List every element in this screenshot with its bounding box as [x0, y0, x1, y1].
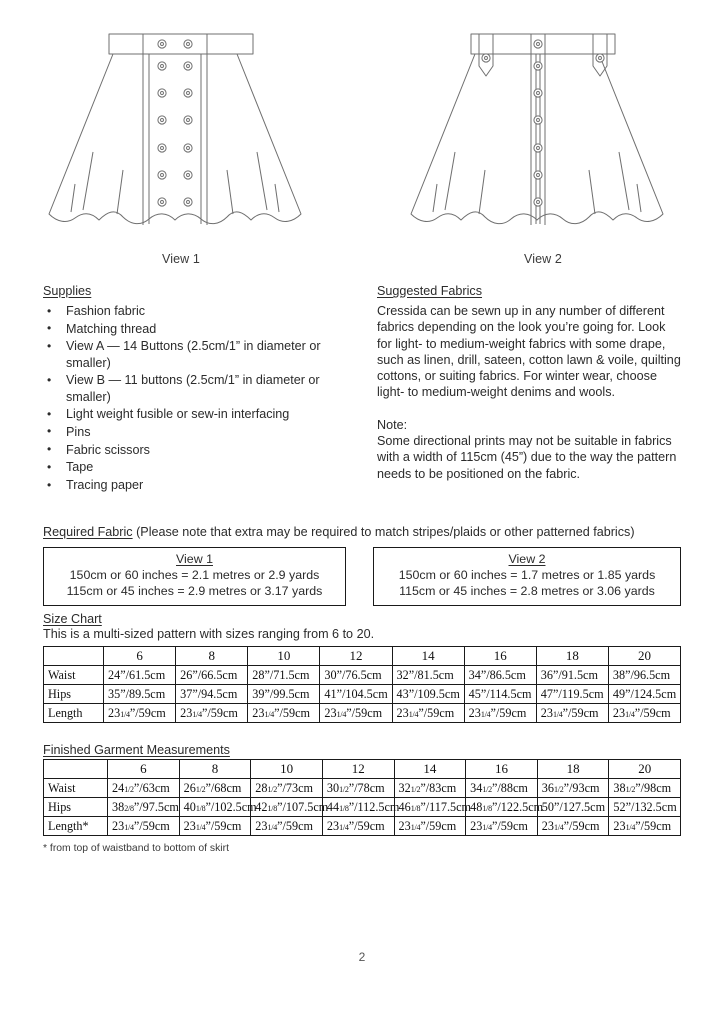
- skirt-view-1-drawing: [31, 22, 331, 250]
- column-header: 6: [108, 760, 180, 779]
- table-row: [44, 704, 681, 723]
- cell: 231/4”/59cm: [392, 704, 464, 723]
- cell: 35”/89.5cm: [104, 685, 176, 704]
- note-text: Some directional prints may not be suitable in fabrics with a width of 115cm (45”) due to the way the pattern needs to be positioned on the fabric.: [377, 434, 677, 481]
- table-row: [44, 685, 681, 704]
- cell: 301/2”/78cm: [322, 779, 394, 798]
- table-header-row: [44, 760, 681, 779]
- row-label: Length: [44, 704, 104, 723]
- button-group-left: [158, 40, 166, 206]
- illustration-view-1: [0, 22, 362, 274]
- size-chart-body: [44, 666, 681, 723]
- fabric-box-view-2: [373, 547, 681, 606]
- list-item: • View B — 11 buttons (2.5cm/1” in diameter or smaller): [43, 372, 351, 404]
- cell: 28”/71.5cm: [248, 666, 320, 685]
- finished-garment-head: [44, 760, 681, 779]
- column-header: 12: [320, 647, 392, 666]
- required-fabric-heading: Required Fabric: [43, 525, 133, 539]
- cell: 231/4”/59cm: [608, 704, 680, 723]
- table-row: [44, 666, 681, 685]
- cell: 231/4”/59cm: [251, 817, 323, 836]
- fabric-box-view-1: [43, 547, 346, 606]
- fabric-box-view-2-title: View 2: [508, 552, 546, 566]
- cell: 231/4”/59cm: [394, 817, 466, 836]
- cell: 361/2”/93cm: [537, 779, 609, 798]
- finished-garment-table-wrap: [43, 759, 681, 836]
- column-header: 10: [248, 647, 320, 666]
- fabric-box-view-1-line-2: 115cm or 45 inches = 2.9 metres or 3.17 yards: [66, 584, 323, 598]
- cell: 52”/132.5cm: [609, 798, 681, 817]
- cell: 231/4”/59cm: [322, 817, 394, 836]
- column-header: 16: [464, 647, 536, 666]
- button-group-center: [534, 40, 542, 206]
- cell: 231/4”/59cm: [248, 704, 320, 723]
- cell: 231/4”/59cm: [537, 817, 609, 836]
- column-header: 18: [536, 647, 608, 666]
- cell: 47”/119.5cm: [536, 685, 608, 704]
- row-label: Waist: [44, 666, 104, 685]
- cell: 341/2”/88cm: [466, 779, 538, 798]
- cell: 49”/124.5cm: [608, 685, 680, 704]
- list-item: • Fashion fabric: [43, 303, 351, 319]
- size-chart-heading: Size Chart: [43, 612, 102, 626]
- cell: 30”/76.5cm: [320, 666, 392, 685]
- finished-garment-table: [43, 759, 681, 836]
- row-label: Hips: [44, 685, 104, 704]
- illustration-view-2: [362, 22, 724, 274]
- cell: 421/8”/107.5cm: [251, 798, 323, 817]
- column-header: 20: [608, 647, 680, 666]
- fabric-box-view-2-line-1: 150cm or 60 inches = 1.7 metres or 1.85 yards: [398, 568, 656, 582]
- text-columns: [43, 284, 681, 495]
- suggested-fabrics-paragraph: Cressida can be sewn up in any number of different fabrics depending on the look you’re going for. Look for light- to medium-weight fabrics with some drape, such as linen, drill, sateen, cotton lawn & voile, quilting cottons, or suiting fabrics. For winter wear, choose light- to medium-weight denims and wools.: [377, 304, 681, 400]
- cell: 231/4”/59cm: [464, 704, 536, 723]
- cell: 24”/61.5cm: [104, 666, 176, 685]
- column-header: 12: [322, 760, 394, 779]
- cell: 45”/114.5cm: [464, 685, 536, 704]
- skirt-view-2-drawing: [393, 22, 693, 250]
- list-item: • Matching thread: [43, 321, 351, 337]
- cell: 37”/94.5cm: [176, 685, 248, 704]
- tab-button-group: [482, 54, 604, 62]
- fabric-box-view-1-line-1: 150cm or 60 inches = 2.1 metres or 2.9 yards: [69, 568, 320, 582]
- illustration-row: [0, 22, 724, 274]
- view-1-caption: View 1: [162, 252, 200, 266]
- finished-garment-footnote: * from top of waistband to bottom of skirt: [43, 843, 229, 854]
- table-header-row: [44, 647, 681, 666]
- cell: 26”/66.5cm: [176, 666, 248, 685]
- column-header: 18: [537, 760, 609, 779]
- cell: 231/4”/59cm: [108, 817, 180, 836]
- cell: 231/4”/59cm: [536, 704, 608, 723]
- required-fabric-heading-note: (Please note that extra may be required to match stripes/plaids or other patterned fabrics): [132, 525, 635, 539]
- paragraph-spacer: [377, 401, 681, 417]
- supplies-list: [43, 303, 351, 493]
- fabric-box-view-1-title: View 1: [176, 552, 213, 566]
- cell: 382/8”/97.5cm: [108, 798, 180, 817]
- page-number: 2: [358, 950, 366, 964]
- cell: 231/4”/59cm: [104, 704, 176, 723]
- list-item: • Tape: [43, 459, 351, 475]
- note-label: Note:: [377, 417, 408, 432]
- row-label: Hips: [44, 798, 108, 817]
- cell: 481/8”/122.5cm: [466, 798, 538, 817]
- size-chart-head: [44, 647, 681, 666]
- finished-garment-heading: Finished Garment Measurements: [43, 743, 230, 757]
- cell: 231/4”/59cm: [609, 817, 681, 836]
- column-header: 14: [394, 760, 466, 779]
- size-chart-table-wrap: [43, 646, 681, 723]
- cell: 381/2”/98cm: [609, 779, 681, 798]
- cell: 50”/127.5cm: [537, 798, 609, 817]
- row-label: Waist: [44, 779, 108, 798]
- cell: 261/2”/68cm: [179, 779, 251, 798]
- finished-garment-body: [44, 779, 681, 836]
- cell: 43”/109.5cm: [392, 685, 464, 704]
- cell: 231/4”/59cm: [466, 817, 538, 836]
- list-item: • Tracing paper: [43, 477, 351, 493]
- cell: 321/2”/83cm: [394, 779, 466, 798]
- required-fabric-boxes: [43, 547, 681, 606]
- suggested-fabrics-column: [377, 284, 681, 495]
- cell: 401/8”/102.5cm: [179, 798, 251, 817]
- size-chart-subtitle: This is a multi-sized pattern with sizes ranging from 6 to 20.: [43, 627, 375, 641]
- cell: 281/2”/73cm: [251, 779, 323, 798]
- finished-garment-corner: [44, 760, 108, 779]
- supplies-column: [43, 284, 351, 495]
- size-chart-corner: [44, 647, 104, 666]
- cell: 231/4”/59cm: [320, 704, 392, 723]
- cell: 41”/104.5cm: [320, 685, 392, 704]
- suggested-fabrics-heading: Suggested Fabrics: [377, 284, 483, 298]
- button-group-right: [184, 40, 192, 206]
- cell: 38”/96.5cm: [608, 666, 680, 685]
- column-header: 14: [392, 647, 464, 666]
- cell: 34”/86.5cm: [464, 666, 536, 685]
- table-row: [44, 779, 681, 798]
- cell: 36”/91.5cm: [536, 666, 608, 685]
- size-chart-table: [43, 646, 681, 723]
- list-item: • Pins: [43, 424, 351, 440]
- table-row: [44, 798, 681, 817]
- fabric-box-view-2-line-2: 115cm or 45 inches = 2.8 metres or 3.06 yards: [399, 584, 655, 598]
- table-row: [44, 817, 681, 836]
- list-item: • Light weight fusible or sew-in interfacing: [43, 406, 351, 422]
- cell: 39”/99.5cm: [248, 685, 320, 704]
- cell: 241/2”/63cm: [108, 779, 180, 798]
- cell: 231/4”/59cm: [179, 817, 251, 836]
- column-header: 20: [609, 760, 681, 779]
- required-fabric-heading-row: [43, 525, 683, 539]
- cell: 461/8”/117.5cm: [394, 798, 466, 817]
- column-header: 16: [466, 760, 538, 779]
- column-header: 8: [176, 647, 248, 666]
- list-item: • Fabric scissors: [43, 442, 351, 458]
- cell: 32”/81.5cm: [392, 666, 464, 685]
- row-label: Length*: [44, 817, 108, 836]
- supplies-heading: Supplies: [43, 284, 92, 298]
- column-header: 8: [179, 760, 251, 779]
- view-2-caption: View 2: [524, 252, 562, 266]
- cell: 441/8”/112.5cm: [322, 798, 394, 817]
- cell: 231/4”/59cm: [176, 704, 248, 723]
- column-header: 10: [251, 760, 323, 779]
- list-item: • View A — 14 Buttons (2.5cm/1” in diameter or smaller): [43, 338, 351, 370]
- column-header: 6: [104, 647, 176, 666]
